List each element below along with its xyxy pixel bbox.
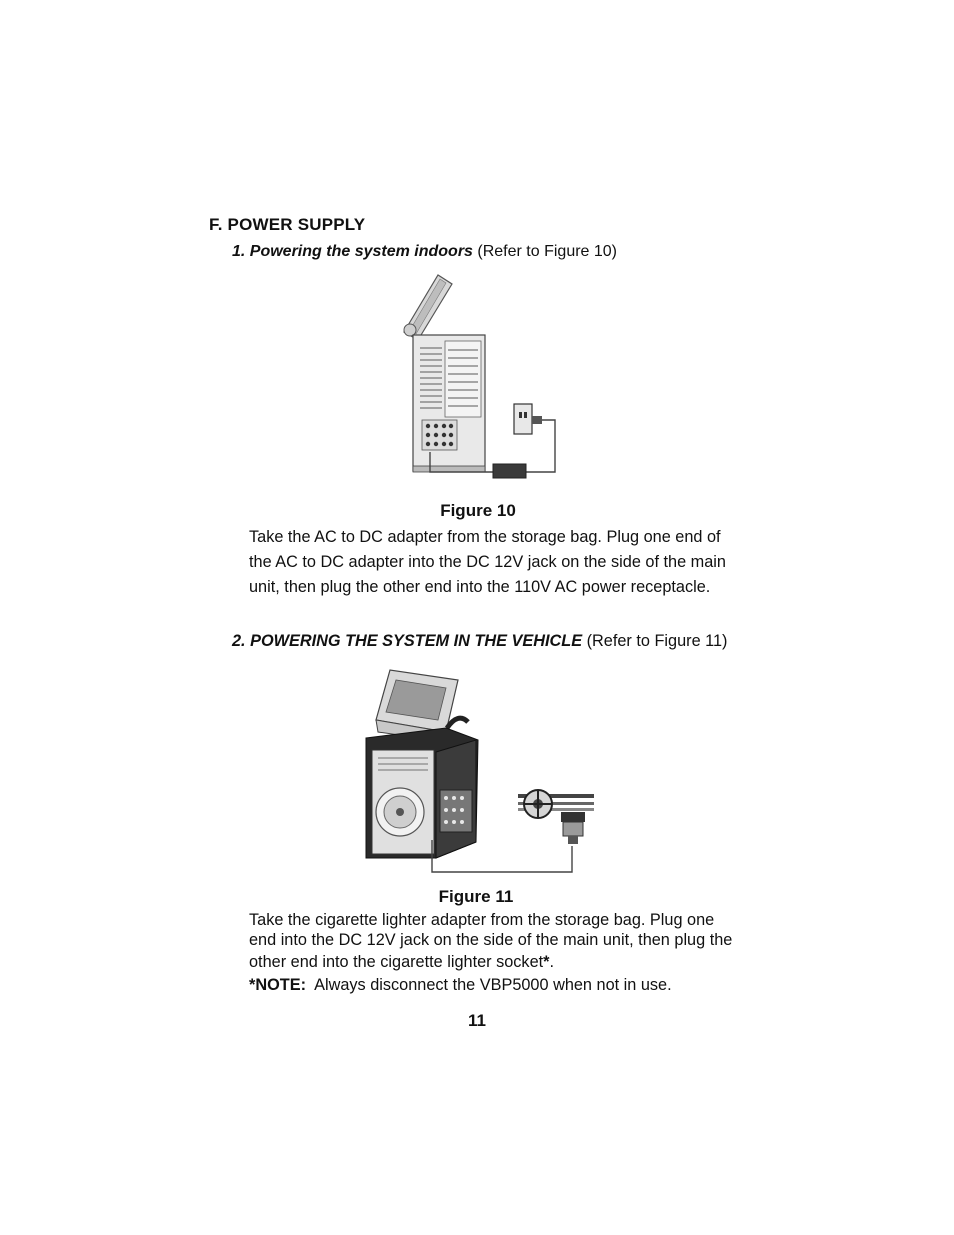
figure-11-dashboard: [518, 790, 594, 818]
vehicle-text-line-2: end into the DC 12V jack on the side of the main unit, then plug the: [249, 931, 733, 949]
indoors-heading: 1. Powering the system indoors: [232, 243, 473, 260]
figure-11-screen: [376, 670, 458, 742]
figure-10-screen-arm: [404, 275, 452, 340]
vehicle-text-asterisk: *: [543, 953, 550, 971]
vehicle-text-line-1: Take the cigarette lighter adapter from the storage bag. Plug one: [249, 911, 715, 929]
figure-10-main-unit: [413, 335, 485, 472]
page-number: 11: [468, 1011, 486, 1030]
note-text: Always disconnect the VBP5000 when not in use.: [305, 976, 672, 994]
figure-10-caption: Figure 10: [440, 501, 516, 520]
figure-11-carry-bag: [366, 728, 478, 858]
figure-11-handle: [447, 718, 468, 728]
section-title: F. POWER SUPPLY: [209, 215, 366, 234]
vehicle-heading-line: [232, 628, 744, 655]
figure-11-lighter-socket: [561, 812, 585, 844]
indoors-ref: (Refer to Figure 10): [472, 243, 618, 260]
figure-11-lighter-cable: [432, 840, 572, 872]
note-label: *NOTE:: [249, 976, 306, 994]
figure-10-adapter-cable: [430, 420, 555, 472]
vehicle-text-line-3: other end into the cigarette lighter socket: [249, 953, 544, 971]
vehicle-paragraph: [249, 910, 745, 972]
vehicle-text-period: .: [549, 953, 555, 971]
vehicle-heading: 2. POWERING THE SYSTEM IN THE VEHICLE: [232, 632, 583, 650]
vehicle-ref: (Refer to Figure 11): [582, 632, 728, 650]
vehicle-text-line-3-wrap: [249, 952, 745, 972]
indoors-heading-line: [232, 243, 617, 261]
figure-10-wall-outlet: [514, 404, 542, 434]
indoors-paragraph: Take the AC to DC adapter from the storage bag. Plug one end of the AC to DC adapter into the DC 12V jack on the side of the main unit, then plug the other end into the 110V AC power receptacle.: [249, 528, 726, 596]
figure-10-adapter-brick: [493, 464, 526, 478]
figure-11-caption: Figure 11: [438, 887, 514, 906]
note-line: [249, 976, 672, 995]
